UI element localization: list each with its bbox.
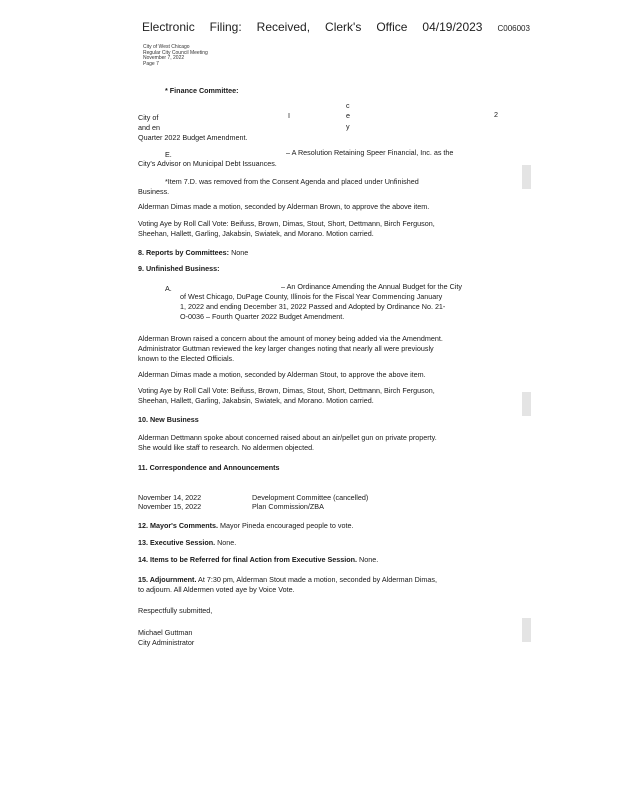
section-value: None <box>231 248 249 257</box>
banner-word: Received, <box>256 20 311 34</box>
vote-text: Voting Aye by Roll Call Vote: Beifuss, Brown, Dimas, Stout, Short, Dettmann, Birch Ferguson, <box>138 386 435 395</box>
item-text: – An Ordinance Amending the Annual Budget for the City <box>281 282 463 291</box>
text-line: Administrator Guttman reviewed the key larger changes noting that nearly all were previously <box>138 344 434 353</box>
item-text: 1, 2022 and ending December 31, 2022 Passed and Adopted by Ordinance No. 21- <box>180 302 446 311</box>
banner-word: Electronic <box>142 20 195 34</box>
section-10-label: 10. New Business <box>138 415 199 424</box>
text-line: to adjourn. All Aldermen voted aye by Voice Vote. <box>138 585 295 594</box>
header-line: Page 7 <box>143 60 159 67</box>
banner-word: Filing: <box>209 20 242 34</box>
section-8 <box>138 248 248 257</box>
header-line: City of West Chicago <box>143 44 190 50</box>
section-label: 14. Items to be Referred for final Action from Executive Session. <box>138 555 358 564</box>
filing-banner <box>142 20 530 38</box>
section-value: At 7:30 pm, Alderman Stout made a motion, seconded by Alderman Dimas, <box>198 575 437 584</box>
banner-word: Office <box>376 20 408 34</box>
text-line: Business. <box>138 187 170 196</box>
section-13 <box>138 538 236 547</box>
section-value: None. <box>217 538 237 547</box>
section-label: 13. Executive Session. <box>138 538 216 547</box>
banner-date: 04/19/2023 <box>422 20 483 34</box>
vote-text: Voting Aye by Roll Call Vote: Beifuss, Brown, Dimas, Stout, Short, Dettmann, Birch Ferguson, <box>138 219 435 228</box>
item-text: City's Advisor on Municipal Debt Issuances. <box>138 159 277 168</box>
document-code: C006003 <box>497 24 530 33</box>
text-fragment: 2 <box>494 110 498 119</box>
text-fragment: and en <box>138 123 160 132</box>
text-fragment: y <box>346 122 350 131</box>
announcement-date: November 14, 2022 <box>138 493 202 502</box>
vote-text: Sheehan, Hallett, Garling, Jakabsin, Swiatek, and Morano. Motion carried. <box>138 229 374 238</box>
item-text: of West Chicago, DuPage County, Illinois for the Fiscal Year Commencing January <box>180 292 443 301</box>
section-14 <box>138 555 378 564</box>
vote-text: Sheehan, Hallett, Garling, Jakabsin, Swiatek, and Morano. Motion carried. <box>138 396 374 405</box>
closing-text: Respectfully submitted, <box>138 606 213 615</box>
text-fragment: City of <box>138 113 159 122</box>
text-line: Alderman Dettmann spoke about concerned raised about an air/pellet gun on private property. <box>138 433 437 442</box>
text-line: She would like staff to research. No aldermen objected. <box>138 443 315 452</box>
section-label: 8. Reports by Committees: <box>138 248 230 257</box>
item-label: E. <box>165 150 172 159</box>
section-11-label: 11. Correspondence and Announcements <box>138 463 280 472</box>
item-text: O-0036 – Fourth Quarter 2022 Budget Amendment. <box>180 312 345 321</box>
announcement-event: Development Committee (cancelled) <box>252 493 369 502</box>
section-15 <box>138 575 437 584</box>
text-line: Alderman Brown raised a concern about the amount of money being added via the Amendment. <box>138 334 443 343</box>
scan-mark <box>522 392 531 416</box>
announcement-event: Plan Commission/ZBA <box>252 502 324 511</box>
header-line: Regular City Council Meeting <box>143 49 208 56</box>
scan-mark <box>522 165 531 189</box>
section-9-label: 9. Unfinished Business: <box>138 264 220 273</box>
motion-text: Alderman Dimas made a motion, seconded by Alderman Brown, to approve the above item. <box>138 202 430 211</box>
item-label: A. <box>165 284 172 293</box>
section-12 <box>138 521 353 530</box>
text-fragment: c <box>346 101 350 110</box>
text-fragment: I <box>288 111 290 120</box>
scan-mark <box>522 618 531 642</box>
finance-heading: * Finance Committee: <box>165 86 239 95</box>
signer-name: Michael Guttman <box>138 628 193 637</box>
motion-text: Alderman Dimas made a motion, seconded by Alderman Stout, to approve the above item. <box>138 370 426 379</box>
text-line: Quarter 2022 Budget Amendment. <box>138 133 248 142</box>
item-text: – A Resolution Retaining Speer Financial, Inc. as the <box>286 148 454 157</box>
text-fragment: e <box>346 111 350 120</box>
text-line: *Item 7.D. was removed from the Consent Agenda and placed under Unfinished <box>165 177 419 186</box>
page-header <box>143 45 208 67</box>
section-value: Mayor Pineda encouraged people to vote. <box>220 521 354 530</box>
section-value: None. <box>359 555 379 564</box>
text-line: known to the Elected Officials. <box>138 354 235 363</box>
header-line: November 7, 2022 <box>143 55 185 62</box>
announcement-date: November 15, 2022 <box>138 502 202 511</box>
signer-title: City Administrator <box>138 638 195 647</box>
banner-word: Clerk's <box>325 20 362 34</box>
section-label: 15. Adjournment. <box>138 575 197 584</box>
section-label: 12. Mayor's Comments. <box>138 521 218 530</box>
